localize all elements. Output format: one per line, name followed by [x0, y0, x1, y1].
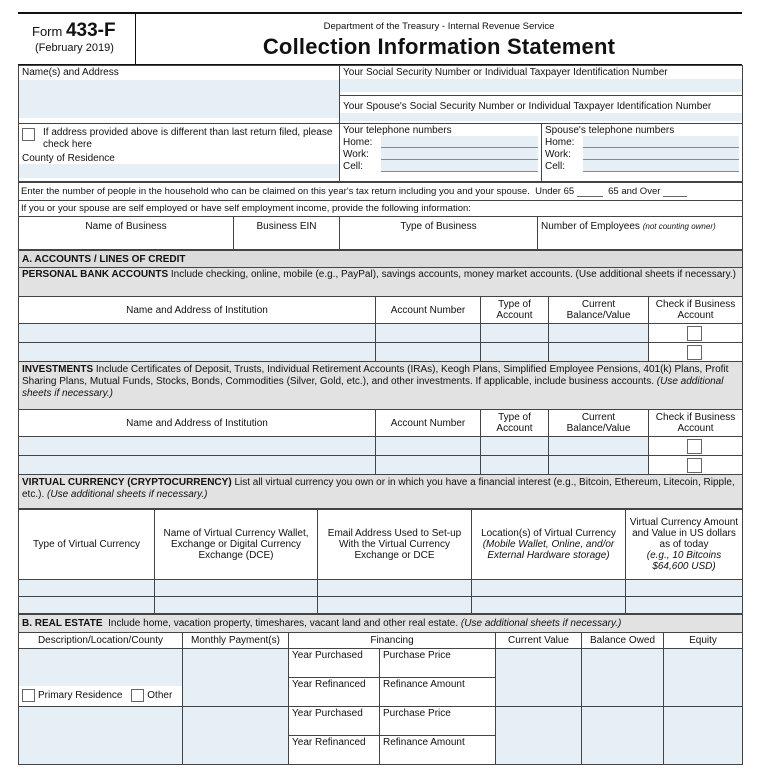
work-label: Work:	[343, 149, 369, 160]
inv-col-institution: Name and Address of Institution	[19, 410, 376, 437]
bank-row	[19, 343, 743, 362]
vc-col-wallet: Name of Virtual Currency Wallet, Exchange or Digital Currency Exchange (DCE)	[155, 510, 318, 580]
bank-row	[19, 324, 743, 343]
vc-col-amount	[626, 510, 743, 580]
over65-input[interactable]	[663, 187, 687, 197]
address-changed-checkbox[interactable]	[22, 128, 35, 141]
virtual-currency-heading: VIRTUAL CURRENCY (CRYPTOCURRENCY)	[22, 477, 232, 488]
business-type-field[interactable]	[340, 217, 538, 250]
bank-col-business: Check if Business Account	[649, 297, 743, 324]
vc-email-input[interactable]	[318, 597, 472, 614]
form-date: (February 2019)	[35, 42, 114, 54]
form-title: Collection Information Statement	[262, 34, 616, 59]
your-phones-label: Your telephone numbers	[343, 125, 452, 136]
bank-account-input[interactable]	[376, 343, 481, 362]
re-current-input[interactable]	[496, 649, 582, 707]
re-monthly-input[interactable]	[183, 649, 289, 707]
vc-amount-label: Virtual Currency Amount and Value in US dollars as of today	[629, 517, 739, 550]
vc-location-input[interactable]	[472, 580, 626, 597]
inv-col-business: Check if Business Account	[649, 410, 743, 437]
bank-col-institution: Name and Address of Institution	[19, 297, 376, 324]
bank-accounts-note	[19, 268, 743, 297]
section-b-title: B. REAL ESTATE	[22, 618, 103, 629]
bank-balance-input[interactable]	[549, 324, 649, 343]
primary-residence-label: Primary Residence	[38, 690, 123, 702]
real-estate-row	[19, 707, 743, 736]
year-purchased-field[interactable]	[289, 649, 380, 678]
inv-business-checkbox[interactable]	[687, 439, 702, 454]
re-col-financing: Financing	[289, 633, 496, 649]
inv-institution-input[interactable]	[19, 437, 376, 456]
investment-row	[19, 456, 743, 475]
section-b-italic: (Use additional sheets if necessary.)	[460, 618, 622, 629]
names-address-field[interactable]	[19, 66, 340, 124]
section-a-table	[18, 250, 743, 509]
re-current-input[interactable]	[496, 707, 582, 765]
household-text: Enter the number of people in the household who can be claimed on this year's tax return including you and your spouse.	[21, 186, 530, 197]
vc-type-input[interactable]	[19, 597, 155, 614]
county-label: County of Residence	[22, 153, 115, 164]
department: Department of the Treasury - Internal Revenue Service	[323, 21, 555, 32]
purchase-price-label: Purchase Price	[383, 650, 451, 661]
re-equity-input[interactable]	[664, 649, 743, 707]
inv-account-input[interactable]	[376, 437, 481, 456]
re-col-current: Current Value	[496, 633, 582, 649]
re-balance-input[interactable]	[582, 707, 664, 765]
identity-table	[18, 65, 743, 182]
virtual-currency-italic: (Use additional sheets if necessary.)	[47, 489, 208, 500]
bank-accounts-text: Include checking, online, mobile (e.g., PayPal), savings accounts, money market accounts. (Use additional sheets if necessary.)	[170, 269, 736, 280]
spouse-work-label: Work:	[545, 149, 571, 160]
names-address-label: Name(s) and Address	[22, 67, 119, 78]
section-a-title: A. ACCOUNTS / LINES OF CREDIT	[19, 251, 743, 268]
primary-residence-checkbox[interactable]	[22, 689, 35, 702]
section-b-table	[18, 614, 743, 765]
your-cell-phone-input[interactable]	[381, 160, 538, 172]
spouse-home-phone-input[interactable]	[583, 136, 739, 148]
spouse-home-label: Home:	[545, 137, 575, 148]
cell-label: Cell:	[343, 161, 364, 172]
bank-type-input[interactable]	[481, 324, 549, 343]
inv-col-type: Type of Account	[481, 410, 549, 437]
inv-balance-input[interactable]	[549, 456, 649, 475]
vc-col-location	[472, 510, 626, 580]
refinance-amount-label: Refinance Amount	[383, 679, 465, 690]
vc-wallet-input[interactable]	[155, 580, 318, 597]
other-label: Other	[147, 690, 173, 702]
re-desc-input[interactable]	[19, 707, 183, 765]
spouse-cell-label: Cell:	[545, 161, 566, 172]
re-balance-input[interactable]	[582, 649, 664, 707]
virtual-currency-text: List all virtual currency you own or in which you have a financial interest (e.g., Bitcoin, Ethereum, Litecoin, Ripple, etc.).	[22, 477, 735, 500]
section-b-heading	[19, 615, 743, 633]
form-id-box	[18, 14, 136, 64]
form-label: Form	[32, 24, 63, 39]
re-col-desc: Description/Location/County	[19, 633, 183, 649]
household-row	[19, 183, 743, 201]
spouse-cell-phone-input[interactable]	[583, 160, 739, 172]
your-phones-cell	[340, 124, 542, 182]
purchase-price-label: Purchase Price	[383, 708, 451, 719]
spouse-work-phone-input[interactable]	[583, 148, 739, 160]
vc-wallet-input[interactable]	[155, 597, 318, 614]
year-refinanced-field[interactable]	[289, 678, 380, 707]
real-estate-row	[19, 649, 743, 678]
vc-email-input[interactable]	[318, 580, 472, 597]
inv-type-input[interactable]	[481, 437, 549, 456]
bank-business-checkbox[interactable]	[687, 345, 702, 360]
re-desc-input[interactable]	[19, 649, 183, 707]
inv-col-balance: Current Balance/Value	[549, 410, 649, 437]
purchase-price-field[interactable]	[380, 707, 496, 736]
bank-balance-input[interactable]	[549, 343, 649, 362]
vc-location-label: Location(s) of Virtual Currency	[481, 528, 616, 539]
form-433f	[18, 12, 742, 765]
business-type-label: Type of Business	[400, 221, 477, 232]
re-monthly-input[interactable]	[183, 707, 289, 765]
vc-col-email: Email Address Used to Set-up With the Virtual Currency Exchange or DCE	[318, 510, 472, 580]
ssn-label: Your Social Security Number or Individual Taxpayer Identification Number	[343, 67, 668, 78]
ssn-field[interactable]	[340, 66, 743, 96]
your-home-phone-input[interactable]	[381, 136, 538, 148]
business-ein-label: Business EIN	[256, 221, 317, 232]
bank-type-input[interactable]	[481, 343, 549, 362]
bank-col-account-number: Account Number	[376, 297, 481, 324]
employees-note: (not counting owner)	[642, 222, 716, 231]
inv-institution-input[interactable]	[19, 456, 376, 475]
household-table	[18, 182, 743, 250]
investment-row	[19, 437, 743, 456]
bank-accounts-heading: PERSONAL BANK ACCOUNTS	[22, 269, 169, 280]
re-equity-input[interactable]	[664, 707, 743, 765]
home-label: Home:	[343, 137, 373, 148]
business-name-field[interactable]	[19, 217, 234, 250]
year-refinanced-label: Year Refinanced	[292, 679, 366, 690]
spouse-phones-cell	[542, 124, 743, 182]
business-name-label: Name of Business	[85, 221, 167, 232]
re-col-balance: Balance Owed	[582, 633, 664, 649]
address-check-label: If address provided above is different than last return filed, please check here	[43, 127, 333, 150]
other-checkbox[interactable]	[131, 689, 144, 702]
spouse-ssn-label: Your Spouse's Social Security Number or Individual Taxpayer Identification Number	[343, 101, 712, 113]
refinance-amount-field[interactable]	[380, 736, 496, 765]
vc-location-italic: (Mobile Wallet, Online, and/or External Hardware storage)	[482, 539, 615, 561]
vc-row	[19, 597, 743, 614]
inv-type-input[interactable]	[481, 456, 549, 475]
spouse-phones-label: Spouse's telephone numbers	[545, 125, 675, 136]
inv-col-account-number: Account Number	[376, 410, 481, 437]
section-b-text: Include home, vacation property, timeshares, vacant land and other real estate.	[108, 618, 459, 629]
investments-heading: INVESTMENTS	[22, 364, 94, 375]
re-col-monthly: Monthly Payment(s)	[183, 633, 289, 649]
employees-field[interactable]	[538, 217, 743, 250]
under65-input[interactable]	[577, 187, 603, 197]
under65-label: Under 65	[535, 186, 575, 197]
refinance-amount-label: Refinance Amount	[383, 737, 465, 748]
bank-institution-input[interactable]	[19, 343, 376, 362]
purchase-price-field[interactable]	[380, 649, 496, 678]
investments-italic: (Use additional sheets if necessary.)	[22, 376, 724, 399]
vc-amount-input[interactable]	[626, 580, 743, 597]
year-purchased-field[interactable]	[289, 707, 380, 736]
inv-account-input[interactable]	[376, 456, 481, 475]
inv-balance-input[interactable]	[549, 437, 649, 456]
bank-account-input[interactable]	[376, 324, 481, 343]
inv-business-checkbox[interactable]	[687, 458, 702, 473]
investments-note	[19, 362, 743, 410]
form-title-box	[136, 14, 742, 64]
bank-institution-input[interactable]	[19, 324, 376, 343]
vc-amount-italic: (e.g., 10 Bitcoins $64,600 USD)	[646, 550, 722, 572]
year-refinanced-field[interactable]	[289, 736, 380, 765]
bank-business-checkbox[interactable]	[687, 326, 702, 341]
spouse-ssn-field[interactable]	[340, 96, 743, 124]
virtual-currency-table	[18, 509, 743, 614]
virtual-currency-note	[19, 475, 743, 509]
bank-col-type: Type of Account	[481, 297, 549, 324]
year-refinanced-label: Year Refinanced	[292, 737, 366, 748]
address-check-cell	[19, 124, 340, 182]
year-purchased-label: Year Purchased	[292, 650, 363, 661]
form-number: 433-F	[65, 20, 116, 41]
form-header	[18, 12, 742, 65]
vc-col-type: Type of Virtual Currency	[19, 510, 155, 580]
self-employed-text: If you or your spouse are self employed or have self employment income, provide the following information:	[19, 201, 743, 217]
vc-location-input[interactable]	[472, 597, 626, 614]
vc-type-input[interactable]	[19, 580, 155, 597]
re-col-equity: Equity	[664, 633, 743, 649]
year-purchased-label: Year Purchased	[292, 708, 363, 719]
over65-label: 65 and Over	[608, 186, 661, 197]
refinance-amount-field[interactable]	[380, 678, 496, 707]
bank-col-balance: Current Balance/Value	[549, 297, 649, 324]
your-work-phone-input[interactable]	[381, 148, 538, 160]
employees-label: Number of Employees	[541, 221, 640, 232]
vc-amount-input[interactable]	[626, 597, 743, 614]
vc-row	[19, 580, 743, 597]
business-ein-field[interactable]	[234, 217, 340, 250]
investments-text: Include Certificates of Deposit, Trusts, Individual Retirement Accounts (IRAs), Keogh Plans, Simplified Employee Pensions, 401(k) Plans, Profit Sharing Plans, Mutual Funds, Stocks, Bonds, Commodities (Silver, Gold, etc.), and other investments. If applicable, include business accounts.	[22, 364, 729, 387]
